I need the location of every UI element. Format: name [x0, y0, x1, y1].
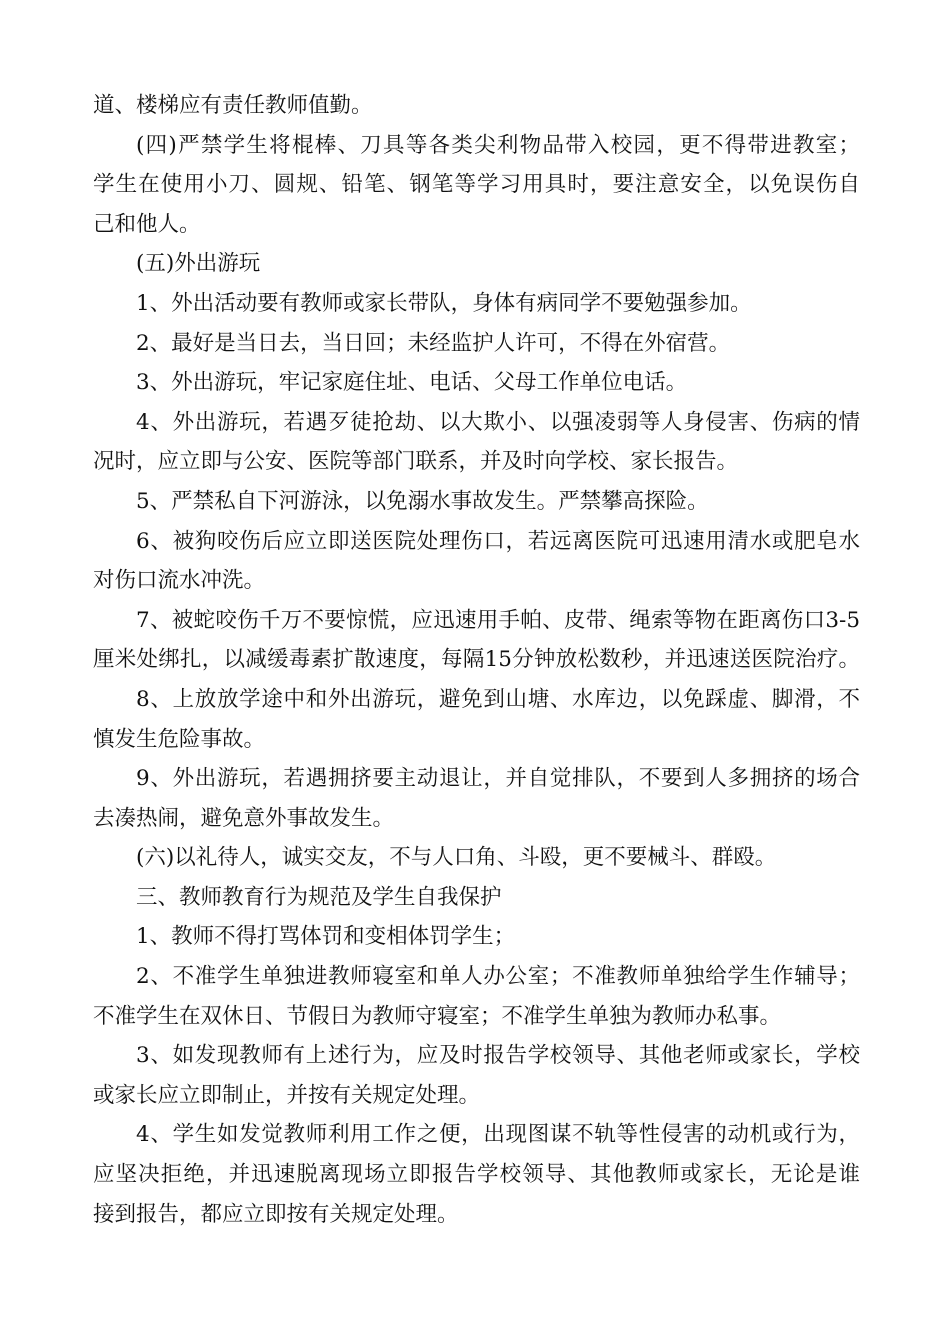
text-line: 7、被蛇咬伤千万不要惊慌，应迅速用手帕、皮带、绳索等物在距离伤口3-5	[136, 607, 860, 633]
text-line: 慎发生危险事故。	[93, 726, 266, 752]
text-line: 3、如发现教师有上述行为，应及时报告学校领导、其他老师或家长，学校	[136, 1043, 860, 1069]
text-line: 对伤口流水冲洗。	[93, 568, 266, 594]
text-line: 6、被狗咬伤后应立即送医院处理伤口，若远离医院可迅速用清水或肥皂水	[136, 528, 860, 554]
text-line: 三、教师教育行为规范及学生自我保护	[136, 884, 502, 910]
text-line: 应坚决拒绝，并迅速脱离现场立即报告学校领导、其他教师或家长，无论是谁	[93, 1162, 860, 1188]
text-line: 厘米处绑扎，以减缓毒素扩散速度，每隔15分钟放松数秒，并迅速送医院治疗。	[93, 647, 860, 673]
text-line: 4、学生如发觉教师利用工作之便，出现图谋不轨等性侵害的动机或行为，	[136, 1122, 860, 1148]
text-line: 接到报告，都应立即按有关规定处理。	[93, 1201, 459, 1227]
text-line: 2、最好是当日去，当日回；未经监护人许可，不得在外宿营。	[136, 330, 731, 356]
text-line: 况时，应立即与公安、医院等部门联系，并及时向学校、家长报告。	[93, 449, 739, 475]
text-line: (四)严禁学生将棍棒、刀具等各类尖利物品带入校园，更不得带进教室；	[136, 132, 860, 158]
text-line: 4、外出游玩，若遇歹徒抢劫、以大欺小、以强凌弱等人身侵害、伤病的情	[136, 409, 860, 435]
text-line: 3、外出游玩，牢记家庭住址、电话、父母工作单位电话。	[136, 370, 688, 396]
text-line: 8、上放放学途中和外出游玩，避免到山塘、水库边，以免踩虚、脚滑，不	[136, 686, 860, 712]
text-line: 9、外出游玩，若遇拥挤要主动退让，并自觉排队，不要到人多拥挤的场合	[136, 766, 860, 792]
text-line: 己和他人。	[93, 211, 201, 237]
text-line: (六)以礼待人，诚实交友，不与人口角、斗殴，更不要械斗、群殴。	[136, 845, 777, 871]
text-line: (五)外出游玩	[136, 251, 261, 277]
text-line: 道、楼梯应有责任教师值勤。	[93, 93, 373, 118]
text-line: 5、严禁私自下河游泳，以免溺水事故发生。严禁攀高探险。	[136, 488, 709, 514]
text-line: 不准学生在双休日、节假日为教师守寝室；不准学生单独为教师办私事。	[93, 1003, 782, 1029]
text-line: 2、不准学生单独进教师寝室和单人办公室；不准教师单独给学生作辅导；	[136, 964, 860, 990]
text-line: 1、教师不得打骂体罚和变相体罚学生；	[136, 924, 516, 950]
text-line: 或家长应立即制止，并按有关规定处理。	[93, 1082, 481, 1108]
text-line: 学生在使用小刀、圆规、铅笔、钢笔等学习用具时，要注意安全，以免误伤自	[93, 172, 860, 198]
text-line: 去凑热闹，避免意外事故发生。	[93, 805, 395, 831]
document-page	[93, 86, 860, 1234]
text-line: 1、外出活动要有教师或家长带队，身体有病同学不要勉强参加。	[136, 290, 752, 316]
